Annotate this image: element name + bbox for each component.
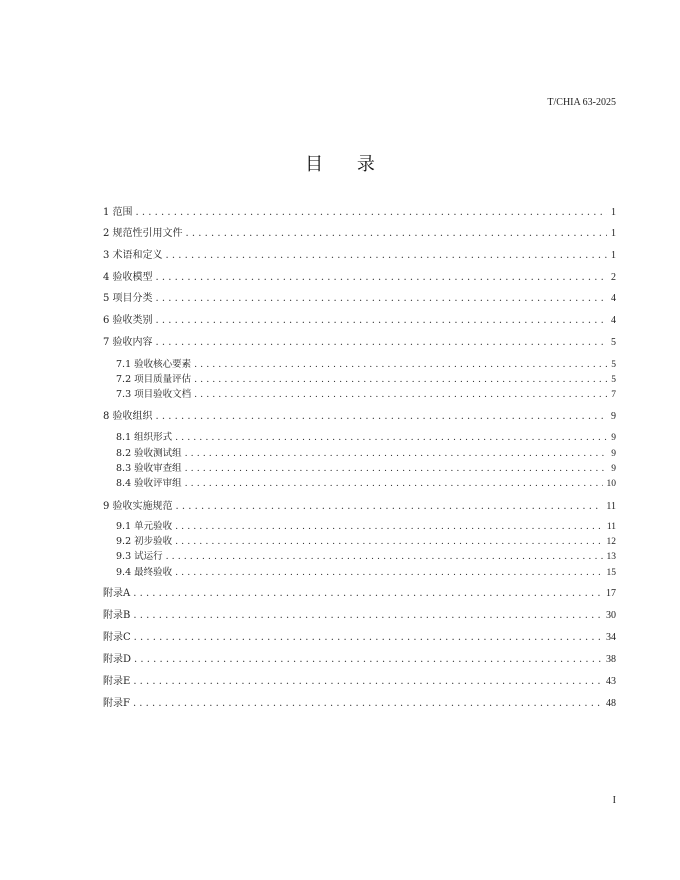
toc-entry-page: 4: [611, 315, 616, 326]
toc-entry[interactable]: [116, 358, 616, 372]
toc-leader-dots: [133, 675, 602, 689]
toc-entry[interactable]: [103, 653, 616, 667]
toc-entry[interactable]: [103, 410, 616, 424]
toc-entry-label: 附录E: [103, 676, 131, 687]
toc-entry[interactable]: [103, 271, 616, 285]
toc-title: 目 录: [305, 154, 389, 175]
toc-entry-page: 10: [606, 479, 616, 489]
page-number: I: [612, 795, 616, 806]
toc-leader-dots: [166, 249, 607, 263]
toc-entry-page: 9: [611, 464, 616, 474]
toc-entry-page: 5: [611, 360, 616, 370]
toc-entry[interactable]: [116, 566, 616, 580]
toc-entry[interactable]: [103, 336, 616, 350]
toc-entry-label: 7.3 项目验收文档: [116, 389, 192, 400]
toc-entry-label: 3 术语和定义: [103, 250, 163, 261]
toc-entry-label: 5 项目分类: [103, 293, 153, 304]
toc-entry[interactable]: [116, 535, 616, 549]
toc-entry[interactable]: [116, 550, 616, 564]
toc-entry-page: 11: [606, 501, 616, 512]
toc-entry-label: 4 验收模型: [103, 272, 153, 283]
toc-leader-dots: [176, 500, 603, 514]
toc-entry[interactable]: [103, 292, 616, 306]
toc-entry-page: 34: [606, 632, 616, 643]
toc-leader-dots: [156, 271, 607, 285]
document-code: T/CHIA 63-2025: [547, 97, 616, 108]
toc-leader-dots: [175, 535, 602, 549]
toc-entry-label: 附录B: [103, 610, 131, 621]
toc-entry-page: 43: [606, 676, 616, 687]
toc-entry[interactable]: [116, 520, 616, 534]
toc-leader-dots: [175, 431, 607, 445]
toc-leader-dots: [175, 566, 602, 580]
toc-leader-dots: [156, 336, 607, 350]
toc-leader-dots: [134, 631, 602, 645]
toc-entry-label: 6 验收类别: [103, 315, 153, 326]
toc-leader-dots: [194, 388, 607, 402]
toc-entry-label: 8 验收组织: [103, 411, 153, 422]
toc-entry-label: 1 范围: [103, 207, 133, 218]
toc-entry-page: 9: [611, 433, 616, 443]
toc-entry[interactable]: [116, 388, 616, 402]
toc-entry-label: 9.1 单元验收: [116, 521, 173, 532]
toc-entry-label: 附录F: [103, 698, 130, 709]
toc-leader-dots: [133, 587, 602, 601]
toc-entry[interactable]: [116, 431, 616, 445]
toc-entry-label: 8.4 验收评审组: [116, 478, 182, 489]
toc-entry-label: 9.4 最终验收: [116, 567, 173, 578]
toc-leader-dots: [133, 697, 602, 711]
toc-entry-label: 7 验收内容: [103, 337, 153, 348]
toc-leader-dots: [136, 206, 607, 220]
toc-entry-page: 30: [606, 610, 616, 621]
toc-entry-page: 5: [611, 337, 616, 348]
toc-entry-page: 48: [606, 698, 616, 709]
toc-entry[interactable]: [103, 227, 616, 241]
toc-entry-label: 7.1 验收核心要素: [116, 359, 192, 370]
toc-entry-page: 9: [611, 411, 616, 422]
toc-entry-label: 7.2 项目质量评估: [116, 374, 192, 385]
toc-entry-page: 7: [611, 390, 616, 400]
toc-entry-label: 附录A: [103, 588, 131, 599]
toc-entry[interactable]: [103, 500, 616, 514]
toc-entry[interactable]: [116, 477, 616, 491]
toc-leader-dots: [175, 520, 603, 534]
toc-entry[interactable]: [103, 206, 616, 220]
toc-entry-label: 8.3 验收审查组: [116, 463, 182, 474]
toc-entry-label: 附录C: [103, 632, 131, 643]
toc-entry-page: 17: [606, 588, 616, 599]
toc-leader-dots: [156, 292, 607, 306]
toc-leader-dots: [166, 550, 603, 564]
toc-entry-label: 9.2 初步验收: [116, 536, 173, 547]
toc-entry-page: 1: [611, 250, 616, 261]
toc-leader-dots: [194, 373, 607, 387]
toc-leader-dots: [156, 410, 607, 424]
toc-entry-page: 2: [611, 272, 616, 283]
toc-entry-page: 38: [606, 654, 616, 665]
toc-leader-dots: [194, 358, 607, 372]
toc-entry[interactable]: [103, 249, 616, 263]
toc-leader-dots: [186, 227, 607, 241]
toc-leader-dots: [185, 477, 603, 491]
toc-entry[interactable]: [103, 675, 616, 689]
toc-entry-page: 5: [611, 375, 616, 385]
toc-leader-dots: [156, 314, 607, 328]
toc-entry[interactable]: [116, 447, 616, 461]
toc-leader-dots: [133, 609, 602, 623]
toc-entry-page: 4: [611, 293, 616, 304]
toc-entry-page: 11: [606, 522, 616, 532]
toc-entry-label: 2 规范性引用文件: [103, 228, 183, 239]
toc-entry-label: 9 验收实施规范: [103, 501, 173, 512]
toc-entry[interactable]: [116, 462, 616, 476]
toc-entry-page: 1: [611, 228, 616, 239]
toc-entry[interactable]: [103, 587, 616, 601]
toc-leader-dots: [185, 447, 608, 461]
toc-entry-label: 8.2 验收测试组: [116, 448, 182, 459]
toc-entry-label: 附录D: [103, 654, 132, 665]
toc-entry-page: 9: [611, 449, 616, 459]
toc-leader-dots: [185, 462, 608, 476]
toc-entry[interactable]: [103, 609, 616, 623]
toc-entry-label: 9.3 试运行: [116, 551, 163, 562]
toc-entry-page: 15: [606, 568, 616, 578]
toc-leader-dots: [134, 653, 602, 667]
toc-entry[interactable]: [103, 314, 616, 328]
toc-entry-label: 8.1 组织形式: [116, 432, 173, 443]
toc-entry-page: 12: [606, 537, 616, 547]
toc-entry-page: 1: [611, 207, 616, 218]
toc-entry-page: 13: [606, 552, 616, 562]
toc-entry[interactable]: [116, 373, 616, 387]
toc-entry[interactable]: [103, 631, 616, 645]
toc-entry[interactable]: [103, 697, 616, 711]
